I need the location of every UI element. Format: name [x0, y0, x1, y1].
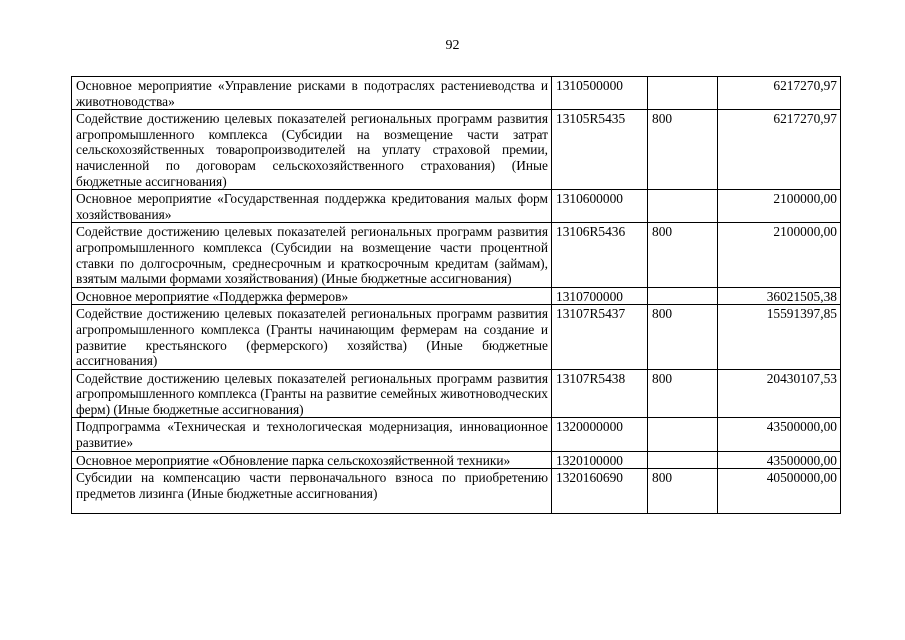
table-row [72, 223, 841, 287]
row-type-cell [648, 418, 718, 451]
row-name-cell: Субсидии на компенсацию части первоначального взноса по приобретению предметов лизинга (Иные бюджетные ассигнования) [72, 469, 552, 514]
row-sum-cell: 2100000,00 [718, 223, 841, 287]
row-code-cell: 13106R5436 [552, 223, 648, 287]
row-sum-cell: 15591397,85 [718, 305, 841, 369]
table-row [72, 451, 841, 469]
row-sum-cell: 43500000,00 [718, 418, 841, 451]
table-row [72, 418, 841, 451]
row-code-cell: 1320160690 [552, 469, 648, 514]
row-type-cell [648, 77, 718, 110]
row-sum-cell: 2100000,00 [718, 190, 841, 223]
row-sum-cell: 36021505,38 [718, 287, 841, 305]
row-code-cell: 1310600000 [552, 190, 648, 223]
row-type-cell: 800 [648, 223, 718, 287]
row-name-cell: Основное мероприятие «Управление рисками в подотраслях растениеводства и животноводства» [72, 77, 552, 110]
row-sum-cell: 40500000,00 [718, 469, 841, 514]
row-type-cell: 800 [648, 369, 718, 418]
row-type-cell [648, 287, 718, 305]
row-code-cell: 1320000000 [552, 418, 648, 451]
row-sum-cell: 43500000,00 [718, 451, 841, 469]
table-row [72, 305, 841, 369]
page-number: 92 [445, 38, 460, 53]
row-name-cell: Основное мероприятие «Обновление парка сельскохозяйственной техники» [72, 451, 552, 469]
row-name-cell: Содействие достижению целевых показателей региональных программ развития агропромышленного комплекса (Гранты на развитие семейных животноводческих ферм) (Иные бюджетные ассигнования) [72, 369, 552, 418]
row-code-cell: 13107R5438 [552, 369, 648, 418]
row-code-cell: 1310500000 [552, 77, 648, 110]
row-sum-cell: 20430107,53 [718, 369, 841, 418]
budget-table [71, 76, 841, 514]
row-name-cell: Содействие достижению целевых показателей региональных программ развития агропромышленного комплекса (Гранты начинающим фермерам на создание и развитие крестьянского (фермерского) хозяйства) (Иные бюджетные ассигнования) [72, 305, 552, 369]
row-code-cell: 1310700000 [552, 287, 648, 305]
row-code-cell: 13105R5435 [552, 110, 648, 190]
row-code-cell: 13107R5437 [552, 305, 648, 369]
row-type-cell: 800 [648, 305, 718, 369]
table-row [72, 110, 841, 190]
row-type-cell: 800 [648, 110, 718, 190]
row-name-cell: Основное мероприятие «Поддержка фермеров» [72, 287, 552, 305]
row-type-cell [648, 451, 718, 469]
table-row [72, 369, 841, 418]
table-row [72, 287, 841, 305]
table-row [72, 469, 841, 514]
row-name-cell: Содействие достижению целевых показателей региональных программ развития агропромышленного комплекса (Субсидии на возмещение части процентной ставки по долгосрочным, среднесрочным и краткосрочным кредитам (займам), взятым малыми формами хозяйствования) (Иные бюджетные ассигнования) [72, 223, 552, 287]
row-name-cell: Подпрограмма «Техническая и технологическая модернизация, инновационное развитие» [72, 418, 552, 451]
row-code-cell: 1320100000 [552, 451, 648, 469]
row-type-cell: 800 [648, 469, 718, 514]
row-sum-cell: 6217270,97 [718, 77, 841, 110]
row-type-cell [648, 190, 718, 223]
table-row [72, 190, 841, 223]
row-name-cell: Основное мероприятие «Государственная поддержка кредитования малых форм хозяйствования» [72, 190, 552, 223]
table-row [72, 77, 841, 110]
row-sum-cell: 6217270,97 [718, 110, 841, 190]
row-name-cell: Содействие достижению целевых показателей региональных программ развития агропромышленного комплекса (Субсидии на возмещение части затрат сельскохозяйственных товаропроизводителей на уплату страховой премии, начисленной по договорам сельскохозяйственного страхования) (Иные бюджетные ассигнования) [72, 110, 552, 190]
